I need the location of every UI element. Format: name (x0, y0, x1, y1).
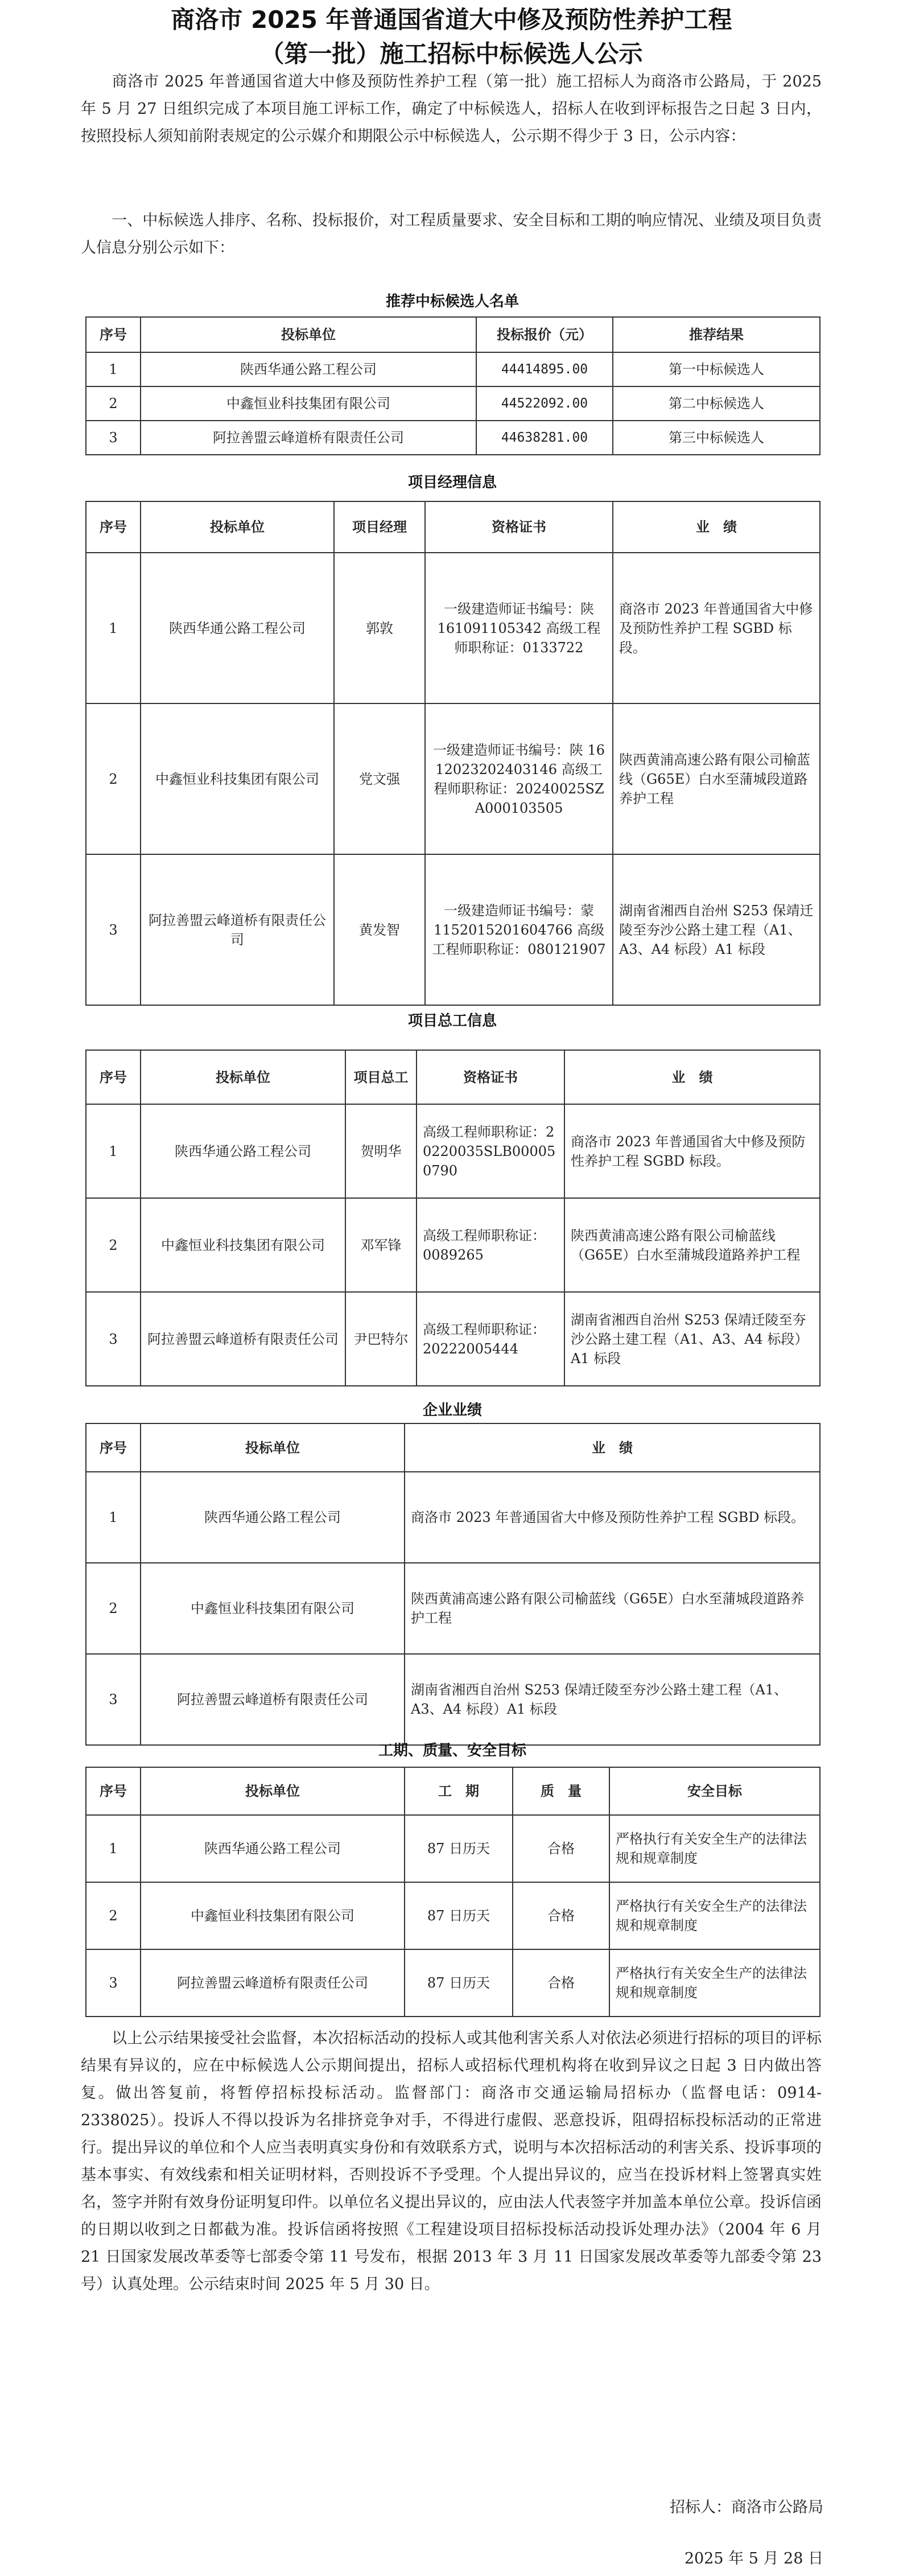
row-index: 3 (86, 1292, 141, 1386)
manager-name: 郭敦 (334, 553, 425, 703)
performance-info: 陕西黄浦高速公路有限公司榆蓝线（G65E）白水至蒲城段道路养护工程 (564, 1198, 820, 1292)
table-row (86, 1563, 820, 1654)
performance-info: 湖南省湘西自治州 S253 保靖迁陵至夯沙公路土建工程（A1、A3、A4 标段）A1 标段 (405, 1654, 820, 1745)
tenderer-signature: 招标人：商洛市公路局 (670, 2499, 823, 2516)
header-chief-engineer: 项目总工 (345, 1050, 417, 1104)
quality-value: 合格 (513, 1815, 609, 1882)
certificate-info: 一级建造师证书编号：蒙 1152015201604766 高级工程师职称证：080121907 (425, 854, 613, 1005)
performance-info: 商洛市 2023 年普通国省大中修及预防性养护工程 SGBD 标段。 (564, 1104, 820, 1198)
table-row (86, 1949, 820, 2017)
table-header-row (86, 1423, 820, 1472)
company-performance-table (85, 1423, 820, 1746)
header-quality: 质 量 (513, 1767, 609, 1815)
page-title-line-2: （第一批）施工招标中标候选人公示 (260, 40, 643, 68)
certificate-info: 高级工程师职称证：20220035SLB000050790 (417, 1104, 564, 1198)
bidder-name: 陕西华通公路工程公司 (141, 1815, 405, 1882)
bidder-name: 阿拉善盟云峰道桥有限责任公司 (141, 1292, 345, 1386)
row-index: 2 (86, 1198, 141, 1292)
header-manager: 项目经理 (334, 501, 425, 553)
bid-price: 44638281.00 (476, 421, 613, 455)
candidates-table-caption: 推荐中标候选人名单 (385, 293, 519, 310)
performance-info: 陕西黄浦高速公路有限公司榆蓝线（G65E）白水至蒲城段道路养护工程 (613, 703, 820, 854)
certificate-info: 高级工程师职称证：20222005444 (417, 1292, 564, 1386)
duration-value: 87 日历天 (405, 1949, 513, 2017)
chief-engineer-table-caption: 项目总工信息 (407, 1013, 497, 1030)
table-row (86, 1654, 820, 1745)
performance-info: 湖南省湘西自治州 S253 保靖迁陵至夯沙公路土建工程（A1、A3、A4 标段）A1 标段 (613, 854, 820, 1005)
recommend-result: 第二中标候选人 (613, 386, 820, 421)
chief-engineer-name: 贺明华 (345, 1104, 417, 1198)
chief-engineer-table (85, 1050, 820, 1386)
table-row (86, 1882, 820, 1949)
table-row (86, 1472, 820, 1563)
manager-table-caption: 项目经理信息 (407, 474, 497, 491)
header-bid-price: 投标报价（元） (476, 317, 613, 352)
row-index: 1 (86, 1815, 141, 1882)
bidder-name: 陕西华通公路工程公司 (141, 553, 334, 703)
duration-value: 87 日历天 (405, 1882, 513, 1949)
manager-name: 黄发智 (334, 854, 425, 1005)
table-row (86, 1198, 820, 1292)
performance-info: 陕西黄浦高速公路有限公司榆蓝线（G65E）白水至蒲城段道路养护工程 (405, 1563, 820, 1654)
header-index: 序号 (86, 317, 141, 352)
safety-target: 严格执行有关安全生产的法律法规和规章制度 (609, 1949, 820, 2017)
header-bidder: 投标单位 (141, 1767, 405, 1815)
table-row (86, 386, 820, 421)
safety-target: 严格执行有关安全生产的法律法规和规章制度 (609, 1815, 820, 1882)
performance-info: 商洛市 2023 年普通国省大中修及预防性养护工程 SGBD 标段。 (613, 553, 820, 703)
table-row (86, 1104, 820, 1198)
bidder-name: 陕西华通公路工程公司 (141, 352, 476, 386)
bidder-name: 阿拉善盟云峰道桥有限责任公司 (141, 1654, 405, 1745)
bidder-name: 中鑫恒业科技集团有限公司 (141, 1198, 345, 1292)
section-1-text: 一、中标候选人排序、名称、投标报价，对工程质量要求、安全目标和工期的响应情况、业绩及项目负责人信息分别公示如下： (81, 212, 822, 257)
quality-value: 合格 (513, 1882, 609, 1949)
bid-price: 44522092.00 (476, 386, 613, 421)
table-row (86, 1292, 820, 1386)
header-duration: 工 期 (405, 1767, 513, 1815)
chief-engineer-name: 尹巴特尔 (345, 1292, 417, 1386)
recommend-result: 第一中标候选人 (613, 352, 820, 386)
table-row (86, 1815, 820, 1882)
bidder-name: 中鑫恒业科技集团有限公司 (141, 703, 334, 854)
bidder-name: 中鑫恒业科技集团有限公司 (141, 1882, 405, 1949)
header-bidder: 投标单位 (141, 501, 334, 553)
header-bidder: 投标单位 (141, 1050, 345, 1104)
row-index: 3 (86, 1654, 141, 1745)
candidates-table (85, 316, 820, 455)
table-header-row (86, 1767, 820, 1815)
bidder-name: 陕西华通公路工程公司 (141, 1472, 405, 1563)
chief-engineer-name: 邓军锋 (345, 1198, 417, 1292)
performance-info: 商洛市 2023 年普通国省大中修及预防性养护工程 SGBD 标段。 (405, 1472, 820, 1563)
project-manager-table (85, 501, 820, 1006)
intro-text: 商洛市 2025 年普通国省道大中修及预防性养护工程（第一批）施工招标人为商洛市公路局，于 2025 年 5 月 27 日组织完成了本项目施工评标工作，确定了中标候选人，招标人在收到评标报告之日起 3 日内，按照投标人须知前附表规定的公示媒介和期限公示中标候选人，公示期不得少于 3 日，公示内容： (81, 73, 822, 145)
bidder-name: 阿拉善盟云峰道桥有限责任公司 (141, 1949, 405, 2017)
header-result: 推荐结果 (613, 317, 820, 352)
table-row (86, 352, 820, 386)
certificate-info: 高级工程师职称证：0089265 (417, 1198, 564, 1292)
bid-price: 44414895.00 (476, 352, 613, 386)
table-header-row (86, 501, 820, 553)
row-index: 3 (86, 1949, 141, 2017)
header-bidder: 投标单位 (141, 317, 476, 352)
table-row (86, 703, 820, 854)
bidder-name: 中鑫恒业科技集团有限公司 (141, 386, 476, 421)
header-certificate: 资格证书 (425, 501, 613, 553)
header-index: 序号 (86, 501, 141, 553)
quality-value: 合格 (513, 1949, 609, 2017)
row-index: 2 (86, 1882, 141, 1949)
row-index: 3 (86, 854, 141, 1005)
section-1-paragraph (81, 207, 822, 262)
row-index: 1 (86, 1472, 141, 1563)
certificate-info: 一级建造师证书编号：陕 1612023202403146 高级工程师职称证：20240025SZA000103505 (425, 703, 613, 854)
manager-name: 党文强 (334, 703, 425, 854)
bidder-name: 阿拉善盟云峰道桥有限责任公司 (141, 421, 476, 455)
recommend-result: 第三中标候选人 (613, 421, 820, 455)
header-performance: 业 绩 (405, 1423, 820, 1472)
row-index: 2 (86, 1563, 141, 1654)
certificate-info: 一级建造师证书编号：陕 161091105342 高级工程师职称证：0133722 (425, 553, 613, 703)
bidder-name: 中鑫恒业科技集团有限公司 (141, 1563, 405, 1654)
page-title-line-1: 商洛市 2025 年普通国省道大中修及预防性养护工程 (171, 6, 732, 34)
table-row (86, 854, 820, 1005)
header-index: 序号 (86, 1767, 141, 1815)
row-index: 2 (86, 386, 141, 421)
row-index: 1 (86, 553, 141, 703)
schedule-quality-safety-caption: 工期、质量、安全目标 (378, 1742, 526, 1759)
table-header-row (86, 317, 820, 352)
safety-target: 严格执行有关安全生产的法律法规和规章制度 (609, 1882, 820, 1949)
company-performance-caption: 企业业绩 (422, 1402, 482, 1419)
notice-paragraph (81, 2025, 822, 2298)
header-index: 序号 (86, 1423, 141, 1472)
announcement-date: 2025 年 5 月 28 日 (684, 2550, 823, 2567)
notice-text: 以上公示结果接受社会监督，本次招标活动的投标人或其他利害关系人对依法必须进行招标的项目的评标结果有异议的，应在中标候选人公示期间提出，招标人或招标代理机构将在收到异议之日起 3 日内做出答复。做出答复前，将暂停招标投标活动。监督部门：商洛市交通运输局招标办（监督电话：0914-2338025）。投诉人不得以投诉为名排挤竞争对手，不得进行虚假、恶意投诉，阻碍招标投标活动的正常进行。提出异议的单位和个人应当表明真实身份和有效联系方式，说明与本次招标活动的利害关系、投诉事项的基本事实、有效线索和相关证明材料，否则投诉不予受理。个人提出异议的，应当在投诉材料上签署真实姓名，签字并附有效身份证明复印件。以单位名义提出异议的，应由法人代表签字并加盖本单位公章。投诉信函的日期以收到之日都截为准。投诉信函将按照《工程建设项目招标投标活动投诉处理办法》（2004 年 6 月 21 日国家发展改革委等七部委令第 11 号发布，根据 2013 年 3 月 11 日国家发展改革委等九部委令第 23 号）认真处理。公示结束时间 2025 年 5 月 30 日。 (81, 2030, 822, 2293)
header-index: 序号 (86, 1050, 141, 1104)
header-performance: 业 绩 (613, 501, 820, 553)
schedule-quality-safety-table (85, 1767, 820, 2017)
performance-info: 湖南省湘西自治州 S253 保靖迁陵至夯沙公路土建工程（A1、A3、A4 标段）A1 标段 (564, 1292, 820, 1386)
bidder-name: 陕西华通公路工程公司 (141, 1104, 345, 1198)
table-row (86, 421, 820, 455)
intro-paragraph (81, 68, 822, 150)
row-index: 1 (86, 1104, 141, 1198)
table-header-row (86, 1050, 820, 1104)
row-index: 1 (86, 352, 141, 386)
row-index: 2 (86, 703, 141, 854)
row-index: 3 (86, 421, 141, 455)
duration-value: 87 日历天 (405, 1815, 513, 1882)
header-safety-target: 安全目标 (609, 1767, 820, 1815)
header-certificate: 资格证书 (417, 1050, 564, 1104)
header-performance: 业 绩 (564, 1050, 820, 1104)
table-row (86, 553, 820, 703)
bidder-name: 阿拉善盟云峰道桥有限责任公司 (141, 854, 334, 1005)
header-bidder: 投标单位 (141, 1423, 405, 1472)
